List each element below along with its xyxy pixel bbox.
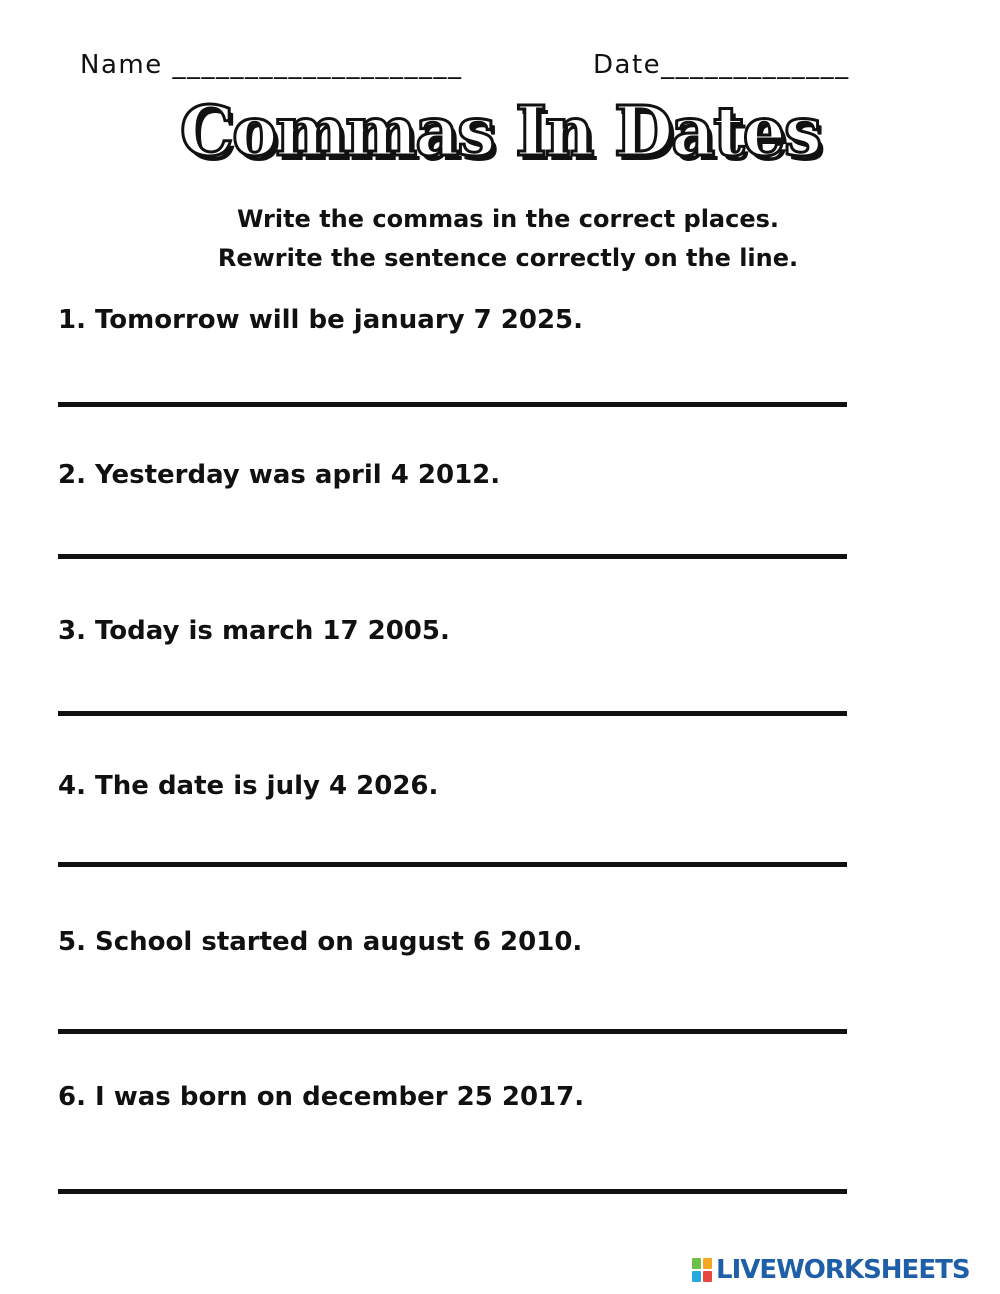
logo-blocks-icon xyxy=(692,1258,712,1282)
instructions xyxy=(0,200,1000,278)
liveworksheets-logo xyxy=(692,1254,992,1286)
header-row xyxy=(80,50,900,90)
answer-line-5[interactable] xyxy=(58,1029,847,1034)
date-field-label: Date_____________ xyxy=(593,50,850,80)
answer-line-1[interactable] xyxy=(58,402,847,407)
question-4: 4. The date is july 4 2026. xyxy=(58,771,439,801)
question-3: 3. Today is march 17 2005. xyxy=(58,616,450,646)
logo-block-icon xyxy=(703,1271,712,1282)
worksheet-title: Commas In Dates xyxy=(179,92,821,172)
logo-block-icon xyxy=(703,1258,712,1269)
question-1: 1. Tomorrow will be january 7 2025. xyxy=(58,305,584,335)
answer-line-2[interactable] xyxy=(58,554,847,559)
answer-line-4[interactable] xyxy=(58,862,847,867)
name-field-label: Name ____________________ xyxy=(80,50,463,80)
answer-line-6[interactable] xyxy=(58,1189,847,1194)
question-5: 5. School started on august 6 2010. xyxy=(58,927,583,957)
instruction-line-1: Write the commas in the correct places. xyxy=(236,205,780,233)
answer-line-3[interactable] xyxy=(58,711,847,716)
logo-block-icon xyxy=(692,1271,701,1282)
question-6: 6. I was born on december 25 2017. xyxy=(58,1082,585,1112)
instruction-line-2: Rewrite the sentence correctly on the line. xyxy=(217,244,799,272)
question-2: 2. Yesterday was april 4 2012. xyxy=(58,460,501,490)
logo-text: LIVEWORKSHEETS xyxy=(716,1255,970,1285)
logo-block-icon xyxy=(692,1258,701,1269)
